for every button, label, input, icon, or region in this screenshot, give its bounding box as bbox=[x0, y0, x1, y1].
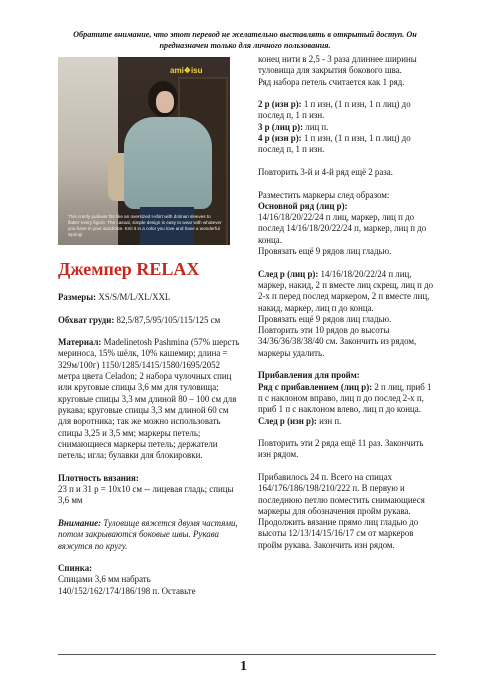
text-paragraph: Провязать ещё 9 рядов лиц гладью. bbox=[258, 246, 392, 257]
pattern-title: Джемпер RELAX bbox=[58, 259, 200, 279]
text-paragraph: Продолжить вязание прямо лиц гладью до высоты 12/13/14/15/16/17 см от маркеров пройм рукава. Закончить изн рядом. bbox=[258, 517, 419, 550]
page-number: 1 bbox=[240, 659, 247, 674]
sweater-shape bbox=[124, 117, 212, 209]
gauge-heading: Плотность вязания: bbox=[58, 472, 139, 483]
row-3: 3 р (лиц р): лиц п. bbox=[258, 121, 329, 132]
bust-line: Обхват груди: 82,5/87,5/95/105/115/125 см bbox=[58, 314, 221, 325]
next-row-2: След р (изн р): изн п. bbox=[258, 415, 342, 426]
photo-caption: This comfy pullover fits like an oversized t-shirt with dolman sleeves to flatter every figure. The casual, simple design is easy to wear with whatever you have in your wardrobe. Knit it in a color you love and have a wonderful Spring! bbox=[68, 214, 222, 237]
gauge-value: 23 п и 31 р = 10х10 см -- лицевая гладь; спицы 3,6 мм bbox=[58, 484, 234, 506]
material-paragraph: Материал: Madelinetosh Pashmina (57% шерсть мериноса, 15% шёлк, 10% кашемир; длина = 329м/100г) 1150/1285/1415/1580/1695/2052 метра цвета Celadon; 2 набора чулочных спиц или круговые спицы 3,6 мм для туловища; круговые спицы 3,3 мм длиной 80 – 100 см для рукава; круговые спицы 3,3 мм длиной 60 см для воротника; так же можно использовать спицы 3,25 и 3,5 мм; маркеры петель; снимающиеся маркеры петель; держатели петель; игла; булавки для блокировки. bbox=[58, 337, 240, 461]
notice-line-2: предназначен только для личного пользования. bbox=[159, 41, 331, 50]
next-row: След р (лиц р): 14/16/18/20/22/24 п лиц, маркер, накид, 2 п вместе лиц скрещ, лиц п до 2-х п перед послед маркером, 2 п вместе лиц, накид, маркер, лиц п до конца. bbox=[258, 268, 434, 313]
text-paragraph: Повторить эти 10 рядов до высоты 34/36/36/38/38/40 см. Закончить из рядом, маркеры удалить. bbox=[258, 325, 417, 358]
increase-row: Ряд с прибавлением (лиц р): 2 п лиц, приб 1 п с наклоном вправо, лиц п до послед 2-х п, приб 1 п с наклоном влево, лиц п до конца. bbox=[258, 381, 432, 415]
text-paragraph: Прибавилось 24 п. Всего на спицах 164/176/186/198/210/222 п. В первую и последнюю петлю поместить снимающиеся маркеры для обозначения пройм рукава. bbox=[258, 471, 425, 516]
sizes-line: Размеры: XS/S/M/L/XL/XXL bbox=[58, 292, 171, 302]
increase-heading: Прибавления для пройм: bbox=[258, 370, 360, 381]
text-paragraph: Ряд набора петель считается как 1 ряд. bbox=[258, 76, 405, 87]
notice-banner bbox=[30, 29, 460, 51]
model-photo bbox=[58, 57, 230, 245]
brand-logo: ami❖isu bbox=[170, 66, 203, 75]
row-2: 2 р (изн р): 1 п изн, (1 п изн, 1 п лиц) до послед п, 1 п изн. bbox=[258, 99, 411, 121]
notice-line-1: Обратите внимание, что этот перевод не желательно выставлять в открытый доступ. Он bbox=[73, 30, 417, 39]
right-column bbox=[258, 54, 436, 551]
text-paragraph: конец нити в 2,5 - 3 раза длиннее ширины туловища для закрытия бокового шва. bbox=[258, 54, 417, 76]
back-heading: Спинка: bbox=[58, 563, 93, 574]
text-paragraph: Повторить 3-й и 4-й ряд ещё 2 раза. bbox=[258, 166, 393, 177]
row-4: 4 р (изн р): 1 п изн, (1 п изн, 1 п лиц) до послед п, 1 п изн. bbox=[258, 133, 411, 155]
main-row-value: 14/16/18/20/22/24 п лиц, маркер, лиц п до послед 14/16/18/20/22/24 п, маркер, лиц п до конца. bbox=[258, 212, 427, 245]
text-paragraph: Повторить эти 2 ряда ещё 11 раз. Закончить изн рядом. bbox=[258, 438, 424, 460]
footer-divider bbox=[58, 654, 436, 655]
main-row-label: Основной ряд (лиц р): bbox=[258, 200, 348, 211]
left-column bbox=[58, 292, 242, 597]
note-paragraph: Внимание: Туловище вяжется двумя частями, потом закрываются боковые швы. Рукава вяжутся по кругу. bbox=[58, 517, 238, 551]
back-value: Спицами 3,6 мм набрать 140/152/162/174/186/198 п. Оставьте bbox=[58, 574, 196, 596]
text-paragraph: Разместить маркеры след образом: bbox=[258, 189, 390, 200]
text-paragraph: Провязать ещё 9 рядов лиц гладью. bbox=[258, 313, 392, 324]
